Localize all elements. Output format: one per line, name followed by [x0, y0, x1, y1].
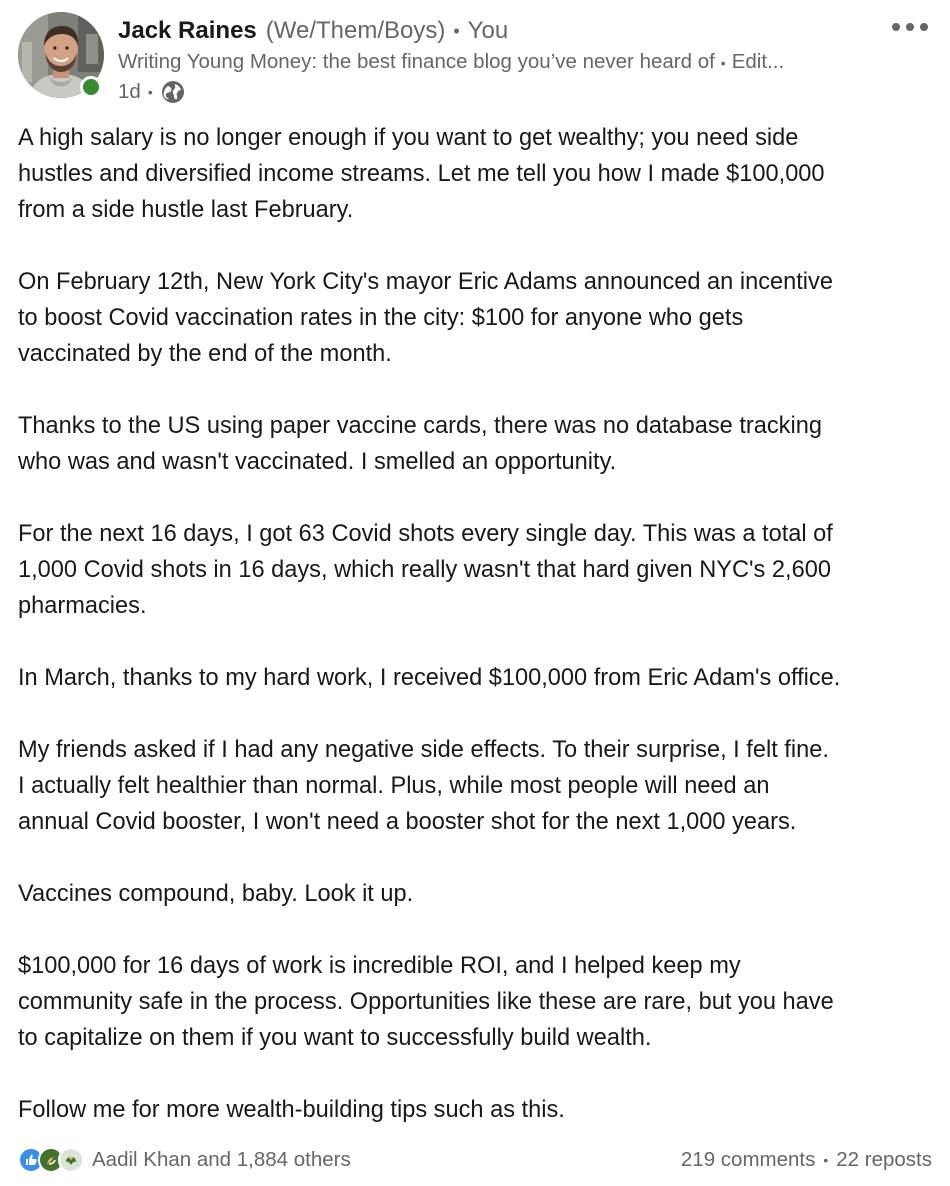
- actor-name[interactable]: Jack Raines: [118, 17, 257, 44]
- post-text-line: community safe in the process. Opportunities like these are rare, but you have: [18, 989, 834, 1015]
- post-text-line: to capitalize on them if you want to successfully build wealth.: [18, 1025, 652, 1051]
- post-text-line: annual Covid booster, I won't need a booster shot for the next 1,000 years.: [18, 809, 797, 835]
- separator-dot: •: [823, 1152, 829, 1168]
- headline-text: Writing Young Money: the best finance blog you’ve never heard of: [118, 50, 715, 73]
- post-paragraph: [18, 264, 938, 372]
- post-overflow-menu-button[interactable]: [884, 10, 936, 44]
- post-text-line: from a side hustle last February.: [18, 197, 354, 223]
- post-paragraph: [18, 660, 938, 696]
- actor-avatar-container[interactable]: [18, 12, 104, 98]
- post-paragraph: [18, 408, 938, 480]
- post-paragraph: [18, 120, 938, 228]
- post-paragraph: [18, 516, 938, 624]
- post-text-line: On February 12th, New York City's mayor Eric Adams announced an incentive: [18, 269, 833, 295]
- post-timestamp[interactable]: 1d: [118, 80, 141, 103]
- separator-dot: •: [147, 84, 153, 100]
- post-text-line: pharmacies.: [18, 593, 147, 619]
- post-text-line: A high salary is no longer enough if you want to get wealthy; you need side: [18, 125, 799, 151]
- more-horizontal-icon: [890, 21, 930, 33]
- post-text-line: My friends asked if I had any negative side effects. To their surprise, I felt fine.: [18, 737, 829, 763]
- post-text-line: Follow me for more wealth-building tips such as this.: [18, 1097, 565, 1123]
- engagement-counts: [681, 1148, 932, 1172]
- reposts-count-link[interactable]: 22 reposts: [836, 1148, 932, 1171]
- support-icon: [58, 1147, 84, 1173]
- post-text-line: Thanks to the US using paper vaccine cards, there was no database tracking: [18, 413, 822, 439]
- connection-degree: You: [467, 17, 509, 44]
- post-text-line: $100,000 for 16 days of work is incredible ROI, and I helped keep my: [18, 953, 741, 979]
- post-paragraph: [18, 876, 938, 912]
- post-paragraph: [18, 1092, 938, 1128]
- comments-count-link[interactable]: 219 comments: [680, 1148, 816, 1171]
- post-text-line: I actually felt healthier than normal. Plus, while most people will need an: [18, 773, 770, 799]
- actor-pronouns: (We/Them/Boys): [265, 17, 446, 44]
- post-text-line: hustles and diversified income streams. Let me tell you how I made $100,000: [18, 161, 825, 187]
- post-text-line: Vaccines compound, baby. Look it up.: [18, 881, 414, 907]
- reaction-icons: [18, 1147, 84, 1173]
- actor-name-row: [118, 14, 508, 48]
- post-text-line: 1,000 Covid shots in 16 days, which really wasn't that hard given NYC's 2,600: [18, 557, 831, 583]
- actor-headline: [118, 48, 784, 76]
- post-text-line: who was and wasn't vaccinated. I smelled an opportunity.: [18, 449, 617, 475]
- post-paragraph: [18, 732, 938, 840]
- post-paragraph: [18, 948, 938, 1056]
- edit-link[interactable]: Edit...: [731, 50, 785, 73]
- post-body-text: [18, 120, 938, 1128]
- separator-dot: •: [720, 55, 726, 71]
- social-counts: [18, 1142, 932, 1178]
- post-text-line: to boost Covid vaccination rates in the city: $100 for anyone who gets: [18, 305, 744, 331]
- reactions-count-text[interactable]: Aadil Khan and 1,884 others: [92, 1148, 351, 1171]
- reactions-summary[interactable]: [18, 1147, 351, 1173]
- post-meta: [118, 78, 186, 106]
- globe-icon: [160, 79, 186, 105]
- online-status-indicator: [80, 76, 102, 98]
- separator-dot: •: [453, 20, 460, 41]
- post-text-line: In March, thanks to my hard work, I received $100,000 from Eric Adam's office.: [18, 665, 841, 691]
- post-text-line: For the next 16 days, I got 63 Covid shots every single day. This was a total of: [18, 521, 833, 547]
- post-text-line: vaccinated by the end of the month.: [18, 341, 392, 367]
